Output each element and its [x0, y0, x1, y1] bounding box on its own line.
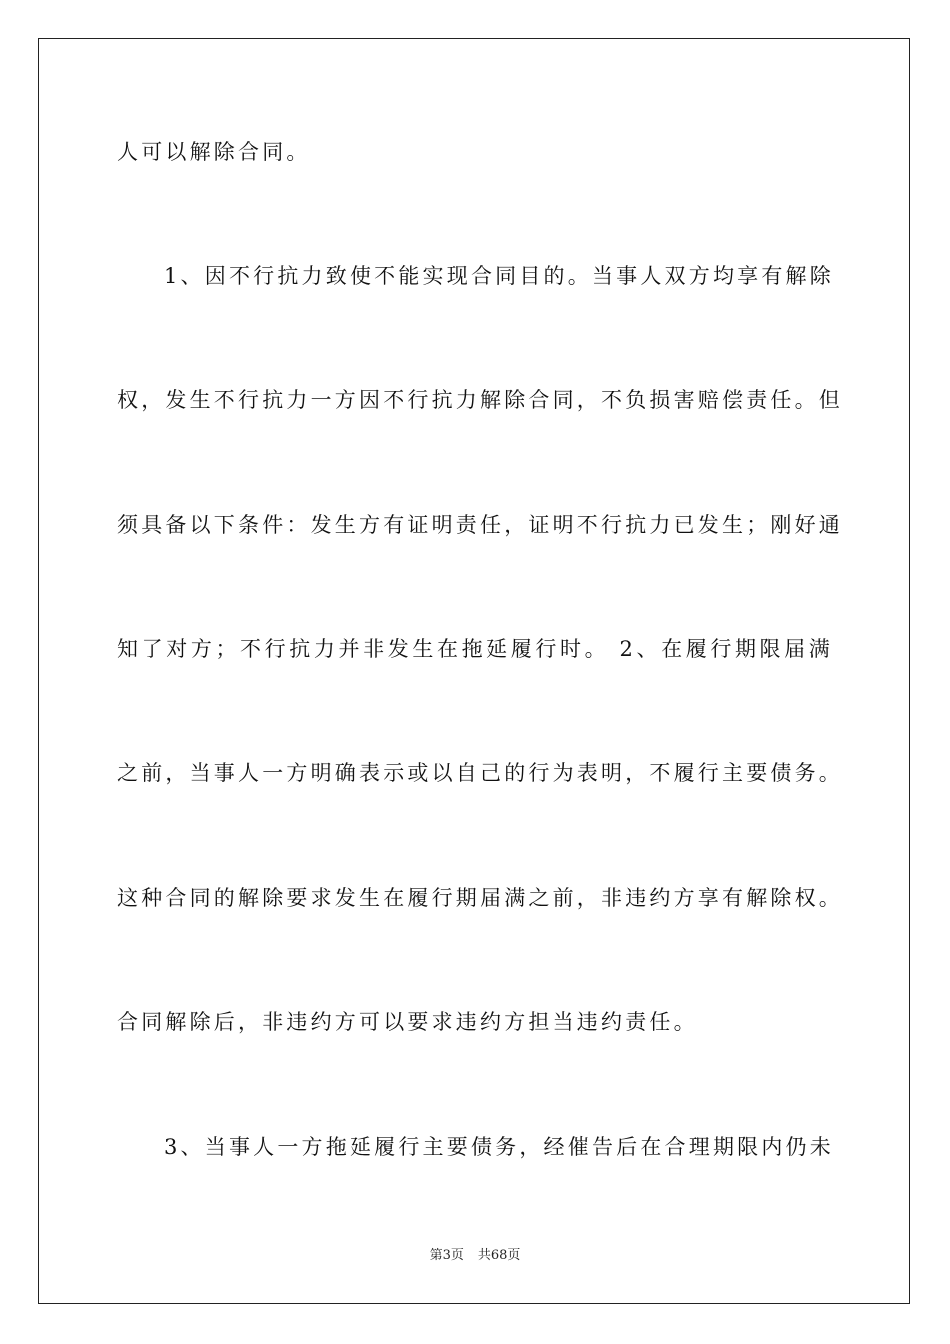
page-footer — [0, 1248, 950, 1264]
page-total: 共68页 — [477, 1248, 521, 1263]
text-line-1: 人可以解除合同。 — [117, 140, 311, 164]
page-frame — [38, 38, 910, 1304]
text-line-5: 知了对方；不行抗力并非发生在拖延履行时。 2、在履行期限届满 — [117, 637, 833, 661]
text-line-8: 合同解除后，非违约方可以要求违约方担当违约责任。 — [117, 1010, 698, 1034]
page-number: 第3页 — [429, 1248, 464, 1263]
text-line-6: 之前，当事人一方明确表示或以自己的行为表明，不履行主要债务。 — [117, 761, 843, 785]
text-line-9: 3、当事人一方拖延履行主要债务，经催告后在合理期限内仍未 — [164, 1135, 834, 1159]
text-line-4: 须具备以下条件：发生方有证明责任，证明不行抗力已发生；刚好通 — [117, 513, 843, 537]
text-line-7: 这种合同的解除要求发生在履行期届满之前，非违约方享有解除权。 — [117, 886, 843, 910]
text-line-3: 权，发生不行抗力一方因不行抗力解除合同，不负损害赔偿责任。但 — [117, 388, 843, 412]
text-line-2: 1、因不行抗力致使不能实现合同目的。当事人双方均享有解除 — [164, 264, 834, 288]
